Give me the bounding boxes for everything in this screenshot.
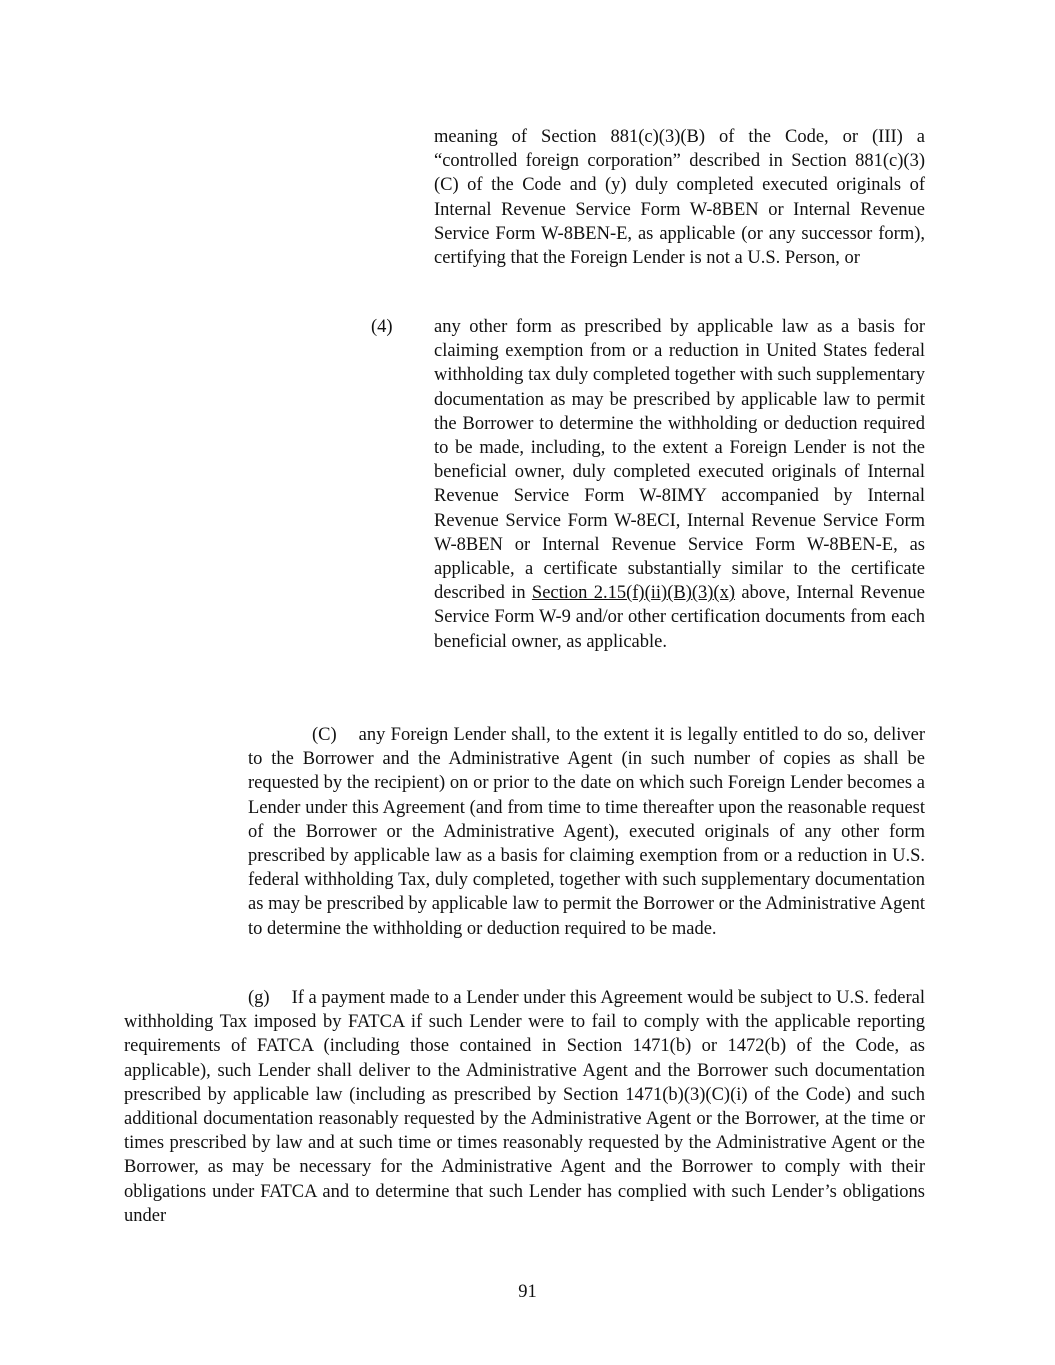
clause-c-text: any Foreign Lender shall, to the extent it is legally entitled to do so, deliver to the Borrower and the Administrative Agent (in such number of copies as shall be requested by the recipient) on or prior to the date on which such Foreign Lender becomes a Lender under this Agreement (and from time to time thereafter upon the reasonable request of the Borrower or the Administrative Agent), executed originals of any other form prescribed by applicable law as a basis for claiming exemption from or a reduction in U.S. federal withholding Tax, duly completed, together with such supplementary documentation as may be prescribed by applicable law to permit the Borrower or the Administrative Agent to determine the withholding or deduction required to be made.: [248, 725, 925, 939]
page-number: 91: [518, 1282, 537, 1302]
clause-g-text: If a payment made to a Lender under this Agreement would be subject to U.S. federal withholding Tax imposed by FATCA if such Lender were to fail to comply with the applicable reporting requirements of FATCA (including those contained in Section 1471(b) or 1472(b) of the Code, as applicable), such Lender shall deliver to the Administrative Agent and the Borrower such documentation prescribed by applicable law (including as prescribed by Section 1471(b)(3)(C)(i) of the Code) and such additional documentation reasonably requested by the Administrative Agent or the Borrower, at the time or times prescribed by law and at such time or times reasonably requested by the Administrative Agent or the Borrower, as may be necessary for the Administrative Agent and the Borrower to comply with their obligations under FATCA and to determine that such Lender has complied with such Lender’s obligations under: [124, 988, 925, 1226]
clause-c-marker: (C): [312, 725, 337, 745]
clause-4: [371, 315, 925, 654]
clause-4-body: [434, 315, 925, 654]
clause-4-text-before: any other form as prescribed by applicable law as a basis for claiming exemption from or a reduction in United States federal withholding tax duly completed together with such supplementary documentation as may be prescribed by applicable law to permit the Borrower to determine the withholding or deduction required to be made, including, to the extent a Foreign Lender is not the beneficial owner, duly completed executed originals of Internal Revenue Service Form W-8IMY accompanied by Internal Revenue Service Form W-8ECI, Internal Revenue Service Form W-8BEN or Internal Revenue Service Form W-8BEN-E, as applicable, a certificate substantially similar to the certificate described in: [434, 317, 925, 604]
clause-g-marker: (g): [248, 988, 270, 1008]
continuation-paragraph: meaning of Section 881(c)(3)(B) of the Code, or (III) a “controlled foreign corporation” described in Section 881(c)(3)(C) of the Code and (y) duly completed executed originals of Internal Revenue Service Form W-8BEN or Internal Revenue Service Form W-8BEN-E, as applicable (or any successor form), certifying that the Foreign Lender is not a U.S. Person, or: [434, 127, 925, 269]
clause-g: [124, 986, 925, 1228]
clause-c: [248, 723, 925, 941]
clause-4-text-after: above, Internal Revenue Service Form W-9 and/or other certification documents from each beneficial owner, as applicable.: [434, 583, 926, 652]
clause-4-marker: (4): [371, 317, 393, 337]
section-reference: Section 2.15(f)(ii)(B)(3)(x): [531, 583, 735, 604]
